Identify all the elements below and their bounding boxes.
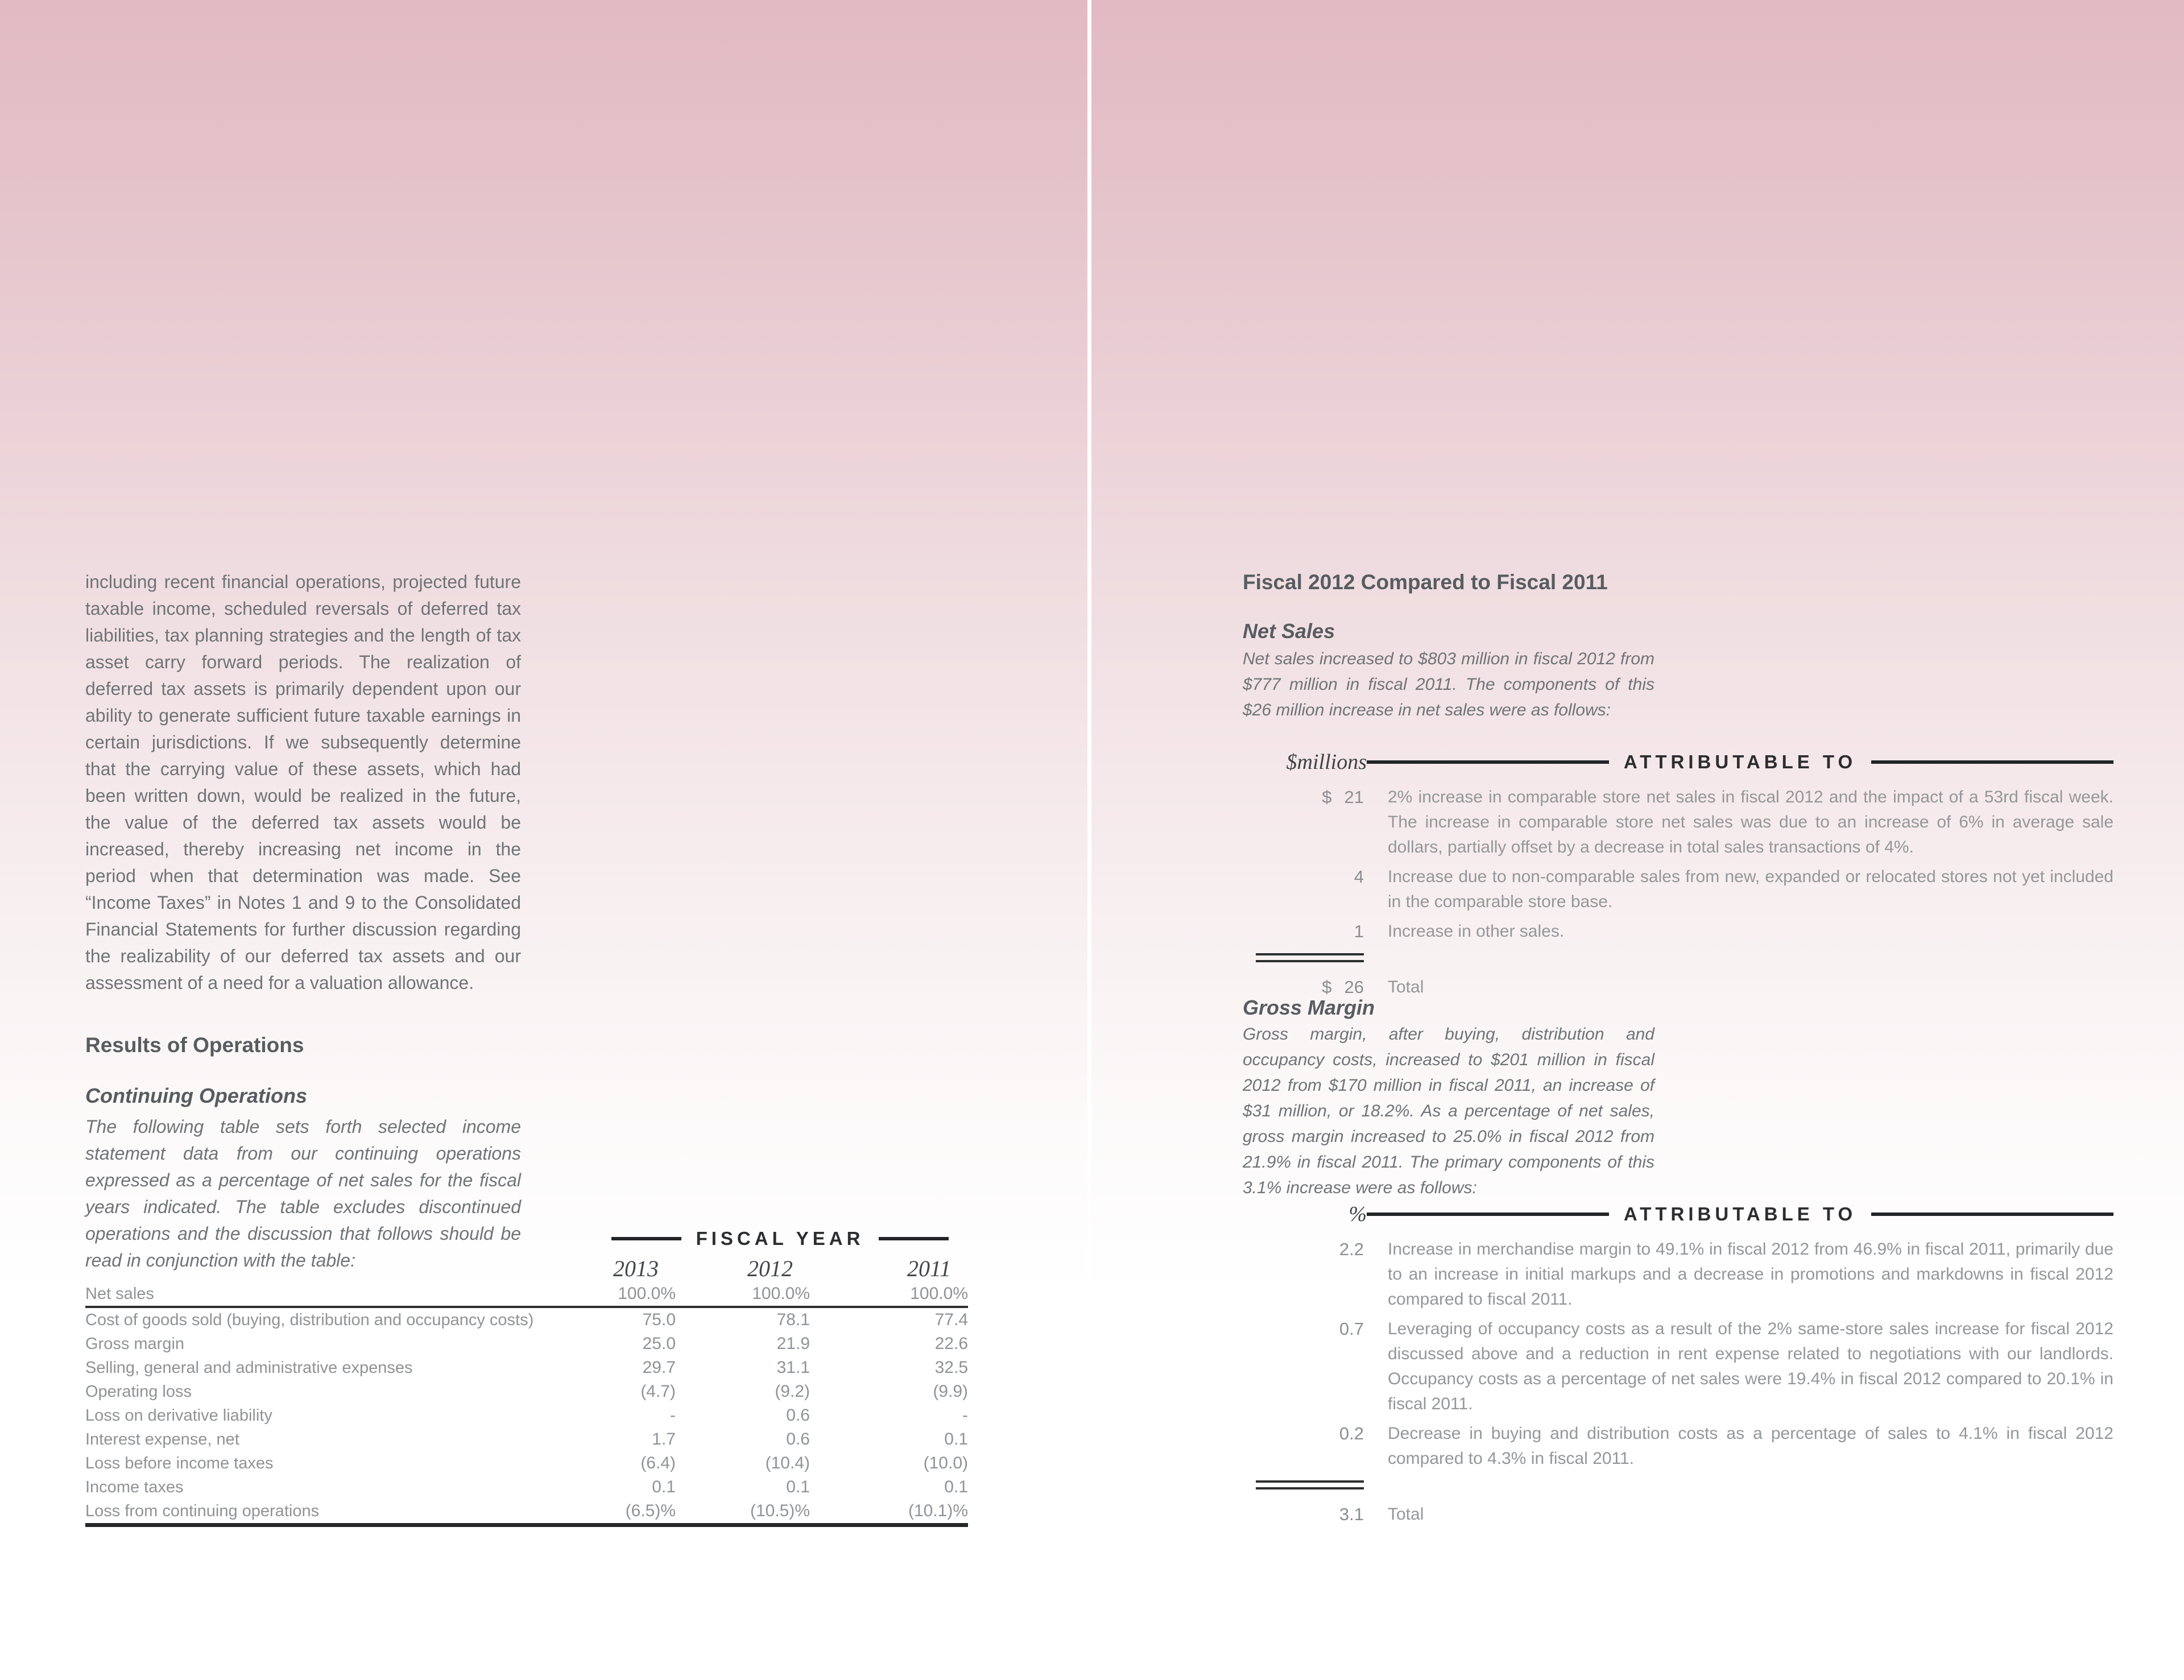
row-value-2013: 75.0 — [642, 1310, 676, 1329]
row-value-2011: 0.1 — [944, 1430, 968, 1449]
row-value-2012: (10.5)% — [750, 1501, 810, 1520]
row-value-2011: (9.9) — [933, 1382, 968, 1401]
amount-value: 3.1 — [1339, 1504, 1364, 1524]
header-rule-left — [611, 1237, 681, 1240]
table-row — [85, 1404, 968, 1427]
row-value-2012: 100.0% — [752, 1284, 810, 1303]
attributable-row — [1256, 1421, 2113, 1471]
net-sales-heading: Net Sales — [1243, 619, 1335, 643]
row-value-2013: 1.7 — [652, 1430, 676, 1449]
row-description: 2% increase in comparable store net sales in fiscal 2012 and the impact of a 53rd fiscal week. The increase in comparable store net sales was due to an increase of 6% in average sale dollars, partially offset by a decrease in total sales transactions of 4%. — [1388, 788, 2113, 856]
row-value-2011: 32.5 — [934, 1358, 968, 1377]
attributable-table-header — [1256, 1202, 2113, 1227]
row-value-2013: 25.0 — [642, 1334, 676, 1353]
fiscal-year-table — [85, 1226, 968, 1527]
table-row — [85, 1332, 968, 1356]
attributable-row — [1256, 919, 2113, 944]
table-row — [85, 1499, 968, 1523]
row-label: Loss on derivative liability — [85, 1406, 272, 1425]
row-description: Increase due to non-comparable sales from new, expanded or relocated stores not yet included in the comparable store base. — [1388, 867, 2113, 911]
page-gutter-divider — [1087, 0, 1091, 1680]
year-column-2011: 2011 — [907, 1256, 951, 1281]
currency-sign: $ — [1322, 977, 1332, 997]
table-row — [85, 1356, 968, 1380]
row-label: Net sales — [85, 1285, 154, 1303]
results-of-operations-heading: Results of Operations — [85, 1033, 304, 1057]
row-label: Income taxes — [85, 1478, 184, 1496]
table-row — [85, 1475, 968, 1499]
amount-value: 0.2 — [1339, 1424, 1364, 1443]
row-label: Selling, general and administrative expenses — [85, 1359, 413, 1377]
row-amount — [1256, 864, 1364, 915]
row-amount — [1256, 1421, 1364, 1471]
amount-value: 26 — [1344, 977, 1364, 997]
row-value-2012: (10.4) — [765, 1454, 810, 1472]
attributable-row — [1256, 1237, 2113, 1312]
row-description: Leveraging of occupancy costs as a result of the 2% same-store sales increase for fiscal 2012 discussed above and a reduction in rent expense related to negotiations with our landlords. Occupancy costs as a percentage of net sales were 19.4% in fiscal 2012 compared to 20.1% in fiscal 2011. — [1388, 1319, 2113, 1413]
total-amount — [1256, 1502, 1364, 1527]
row-value-2011: 77.4 — [934, 1310, 968, 1329]
table-row — [85, 1427, 968, 1451]
row-description: Decrease in buying and distribution costs as a percentage of sales to 4.1% in fiscal 2012 compared to 4.3% in fiscal 2011. — [1388, 1424, 2113, 1468]
amount-value: 4 — [1354, 867, 1364, 887]
header-rule-right — [1871, 760, 2113, 764]
row-label: Interest expense, net — [85, 1430, 239, 1449]
row-amount — [1256, 785, 1364, 860]
total-double-rule — [1256, 1480, 1364, 1489]
gross-margin-paragraph: Gross margin, after buying, distribution and occupancy costs, increased to $201 million in fiscal 2012 from $170 million in fiscal 2011, an increase of $31 million, or 18.2%. As a percentage of net sales, gross margin increased to 25.0% in fiscal 2012 from 21.9% in fiscal 2011. The primary components of this 3.1% increase were as follows: — [1243, 1025, 1654, 1197]
attributable-total-row — [1256, 1502, 2113, 1527]
unit-label: $millions — [1286, 750, 1367, 774]
table-row — [85, 1283, 968, 1308]
row-description: Increase in merchandise margin to 49.1% in fiscal 2012 from 46.9% in fiscal 2011, primarily due to an increase in initial markups and a decrease in promotions and markdowns in fiscal 2012 compared to fiscal 2011. — [1388, 1240, 2113, 1309]
header-rule-left — [1367, 1213, 1609, 1216]
row-description: Increase in other sales. — [1388, 922, 1565, 941]
currency-sign: $ — [1322, 787, 1332, 807]
row-value-2013: 29.7 — [642, 1358, 676, 1377]
row-value-2013: (6.5)% — [625, 1501, 676, 1520]
table-row — [85, 1451, 968, 1475]
header-rule-left — [1367, 760, 1609, 764]
total-label: Total — [1388, 1505, 1424, 1524]
amount-value: 21 — [1344, 787, 1364, 807]
fiscal-year-table-header — [611, 1226, 949, 1251]
row-label: Loss before income taxes — [85, 1454, 274, 1472]
total-label: Total — [1388, 978, 1424, 996]
row-value-2011: (10.1)% — [908, 1501, 968, 1520]
attributable-row — [1256, 864, 2113, 915]
row-value-2012: (9.2) — [775, 1382, 810, 1401]
row-value-2011: 100.0% — [910, 1284, 968, 1303]
fiscal-comparison-heading: Fiscal 2012 Compared to Fiscal 2011 — [1243, 570, 1608, 594]
header-rule-right — [1871, 1213, 2113, 1216]
attributable-row — [1256, 785, 2113, 860]
total-double-rule — [1256, 953, 1364, 962]
row-value-2011: 22.6 — [934, 1334, 968, 1353]
attributable-total-row — [1256, 975, 2113, 1000]
amount-value: 0.7 — [1339, 1319, 1364, 1339]
row-label: Loss from continuing operations — [85, 1502, 320, 1520]
row-value-2011: 0.1 — [944, 1478, 968, 1496]
attributable-row — [1256, 1317, 2113, 1417]
row-amount — [1256, 1317, 1364, 1417]
attributable-to-title: ATTRIBUTABLE TO — [1623, 1203, 1857, 1224]
intro-paragraph: including recent financial operations, projected future taxable income, scheduled reversals of deferred tax liabilities, tax planning strategies and the length of tax asset carry forward periods. The realization of deferred tax assets is primarily dependent upon our ability to generate sufficient future taxable earnings in certain jurisdictions. If we subsequently determine that the carrying value of these assets, which had been written down, would be realized in the future, the value of the deferred tax assets would be increased, thereby increasing net income in the period when that determination was made. See “Income Taxes” in Notes 1 and 9 to the Consolidated Financial Statements for further discussion regarding the realizability of our deferred tax assets and our assessment of a need for a valuation allowance. — [85, 572, 521, 993]
row-value-2013: (6.4) — [640, 1454, 676, 1472]
left-page-text-column — [85, 569, 521, 1274]
row-amount — [1256, 919, 1364, 944]
row-value-2011: (10.0) — [923, 1454, 968, 1472]
row-value-2013: 100.0% — [618, 1284, 676, 1303]
row-value-2012: 21.9 — [776, 1334, 810, 1353]
row-label: Operating loss — [85, 1383, 192, 1401]
amount-value: 2.2 — [1339, 1239, 1364, 1259]
row-value-2013: (4.7) — [640, 1382, 676, 1401]
attributable-table-header — [1256, 750, 2113, 775]
header-rule-right — [879, 1237, 949, 1240]
row-label: Gross margin — [85, 1335, 185, 1353]
row-value-2013: 0.1 — [652, 1478, 676, 1496]
row-label: Cost of goods sold (buying, distribution and occupancy costs) — [85, 1311, 534, 1329]
unit-label: % — [1349, 1202, 1367, 1226]
gross-margin-attributable-table — [1256, 1202, 2113, 1532]
continuing-operations-heading: Continuing Operations — [85, 1084, 307, 1107]
row-value-2012: 31.1 — [776, 1358, 810, 1377]
year-column-2013: 2013 — [613, 1256, 659, 1281]
attributable-to-title: ATTRIBUTABLE TO — [1623, 751, 1857, 772]
continuing-operations-paragraph: The following table sets forth selected income statement data from our continuing operations expressed as a percentage of net sales for the fiscal years indicated. The table excludes discontinued operations and the discussion that follows should be read in conjunction with the table: — [85, 1116, 521, 1271]
row-value-2013: - — [670, 1406, 676, 1425]
table-row — [85, 1308, 968, 1332]
row-value-2012: 78.1 — [776, 1310, 810, 1329]
row-amount — [1256, 1237, 1364, 1312]
row-value-2012: 0.1 — [786, 1478, 810, 1496]
net-sales-paragraph: Net sales increased to $803 million in fiscal 2012 from $777 million in fiscal 2011. The components of this $26 million increase in net sales were as follows: — [1243, 649, 1654, 719]
year-column-2012: 2012 — [747, 1256, 793, 1281]
row-value-2011: - — [962, 1406, 968, 1425]
row-value-2012: 0.6 — [786, 1430, 810, 1449]
fiscal-year-title: FISCAL YEAR — [696, 1228, 864, 1249]
fiscal-year-columns-row — [85, 1251, 968, 1283]
net-sales-attributable-table — [1256, 750, 2113, 1004]
row-value-2012: 0.6 — [786, 1406, 810, 1425]
table-row — [85, 1380, 968, 1404]
gross-margin-heading: Gross Margin — [1243, 996, 1375, 1019]
amount-value: 1 — [1354, 921, 1364, 941]
